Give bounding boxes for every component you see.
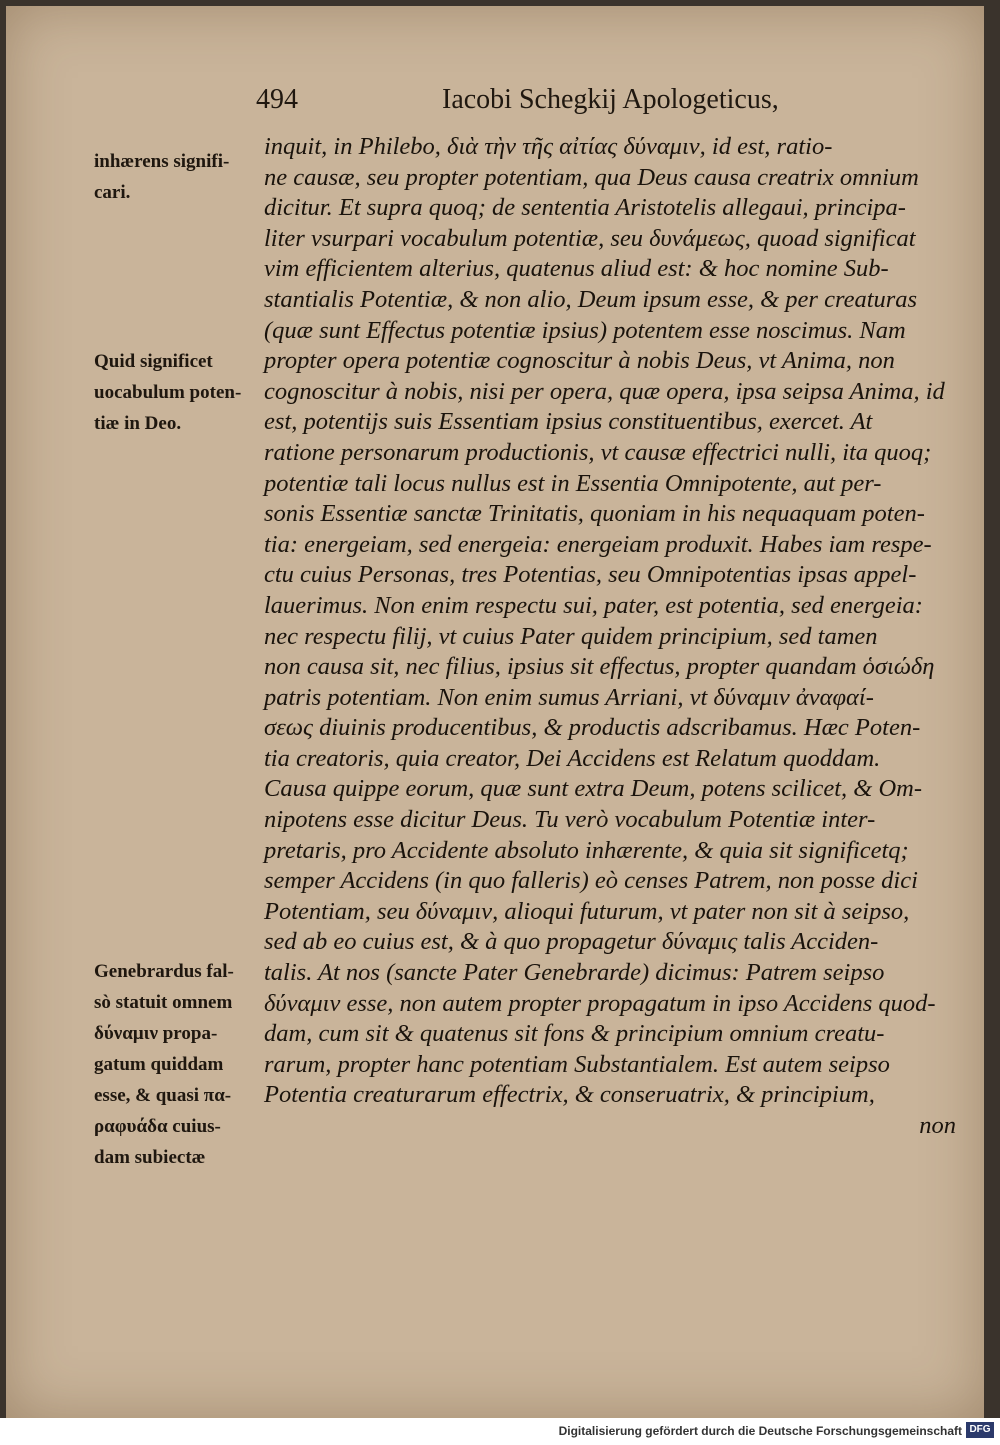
margin-note-line: uocabulum poten- [94,382,242,403]
text-line: est, potentijs suis Essentiam ipsius constituentibus, exercet. At [264,408,873,436]
dfg-logo: DFG [966,1422,994,1438]
text-line: nipotens esse dicitur Deus. Tu verò vocabulum Potentiæ inter- [264,806,876,834]
text-line: sonis Essentiæ sanctæ Trinitatis, quoniam in his nequaquam poten- [264,500,925,528]
text-line: σεως diuinis producentibus, & productis adscribamus. Hæc Poten- [264,714,921,742]
text-line: tia creatoris, quia creator, Dei Accidens est Relatum quoddam. [264,744,881,772]
page-header [256,84,796,124]
text-line: ne causæ, seu propter potentiam, qua Deus causa creatrix omnium [264,163,919,191]
text-line: δύναμιν esse, non autem propter propagatum in ipso Accidens quod- [264,989,936,1017]
text-line: sed ab eo cuius est, & à quo propagetur δύναμις talis Acciden- [264,928,879,956]
text-line: stantialis Potentiæ, & non alio, Deum ipsum esse, & per creaturas [264,285,918,313]
text-line: rarum, propter hanc potentiam Substantialem. Est autem seipso [264,1050,890,1078]
margin-note-line: esse, & quasi πα- [94,1085,232,1106]
book-page [6,6,984,1418]
margin-note-line: dam subiectæ [94,1147,206,1168]
text-line: semper Accidens (in quo falleris) eò censes Patrem, non posse dici [264,867,918,895]
text-line: patris potentiam. Non enim sumus Arriani, vt δύναμιν ἀναφαί- [264,683,874,711]
margin-note-line: Quid significet [94,351,213,372]
text-line: Potentia creaturarum effectrix, & conseruatrix, & principium, [264,1081,875,1109]
margin-note-1 [94,146,262,208]
catchword: non [919,1112,956,1139]
text-line: ratione personarum productionis, vt causæ effectrici nulli, ita quoq; [264,438,932,466]
text-line: lauerimus. Non enim respectu sui, pater, est potentia, sed energeia: [264,591,923,619]
text-line: tia: energeiam, sed energeia: energeiam produxit. Habes iam respe- [264,530,932,558]
body-text [264,132,964,1142]
text-line: cognoscitur à nobis, nisi per opera, quæ opera, ipsa seipsa Anima, id [264,377,945,405]
text-line: vim efficientem alterius, quatenus aliud est: & hoc nomine Sub- [264,255,889,283]
running-title: Iacobi Schegkij Apologeticus, [442,84,779,115]
text-line: pretaris, pro Accidente absoluto inhærente, & quia sit significetq; [264,836,909,864]
margin-note-2 [94,346,262,439]
text-line: dam, cum sit & quatenus sit fons & principium omnium creatu- [264,1020,885,1048]
margin-note-line: sò statuit omnem [94,992,233,1013]
page-number: 494 [256,84,298,115]
text-line: dicitur. Et supra quoq; de sententia Aristotelis allegaui, principa- [264,194,906,222]
text-line: ctu cuius Personas, tres Potentias, seu Omnipotentias ipsas appel- [264,561,917,589]
text-line: liter vsurpari vocabulum potentiæ, seu δυνάμεως, quoad significat [264,224,916,252]
text-line: inquit, in Philebo, διὰ τὴν τῆς αἰτίας δύναμιν, id est, ratio- [264,133,833,160]
margin-note-line: cari. [94,182,131,203]
margin-note-line: gatum quiddam [94,1054,224,1075]
funding-credit: Digitalisierung gefördert durch die Deutsche Forschungsgemeinschaft [558,1424,962,1438]
text-line: nec respectu filij, vt cuius Pater quidem principium, sed tamen [264,622,878,650]
margin-note-line: inhærens signifi- [94,151,230,172]
text-line: Potentiam, seu δύναμιν, alioqui futurum, vt pater non sit à seipso, [264,897,910,925]
text-line: propter opera potentiæ cognoscitur à nobis Deus, vt Anima, non [264,347,895,375]
text-line: potentiæ tali locus nullus est in Essentia Omnipotente, aut per- [264,469,882,497]
text-line: Causa quippe eorum, quæ sunt extra Deum, potens scilicet, & Om- [264,775,923,803]
text-line: non causa sit, nec filius, ipsius sit effectus, propter quandam ὁσιώδη [264,653,935,681]
margin-note-line: tiæ in Deo. [94,413,182,434]
text-line: (quæ sunt Effectus potentiæ ipsius) potentem esse noscimus. Nam [264,316,906,344]
margin-note-3 [94,956,262,1173]
margin-note-line: δύναμιν propa- [94,1023,218,1044]
margin-note-line: Genebrardus fal- [94,961,234,982]
text-line: talis. At nos (sancte Pater Genebrarde) dicimus: Patrem seipso [264,959,885,987]
margin-note-line: ραφυάδα cuius- [94,1116,221,1137]
